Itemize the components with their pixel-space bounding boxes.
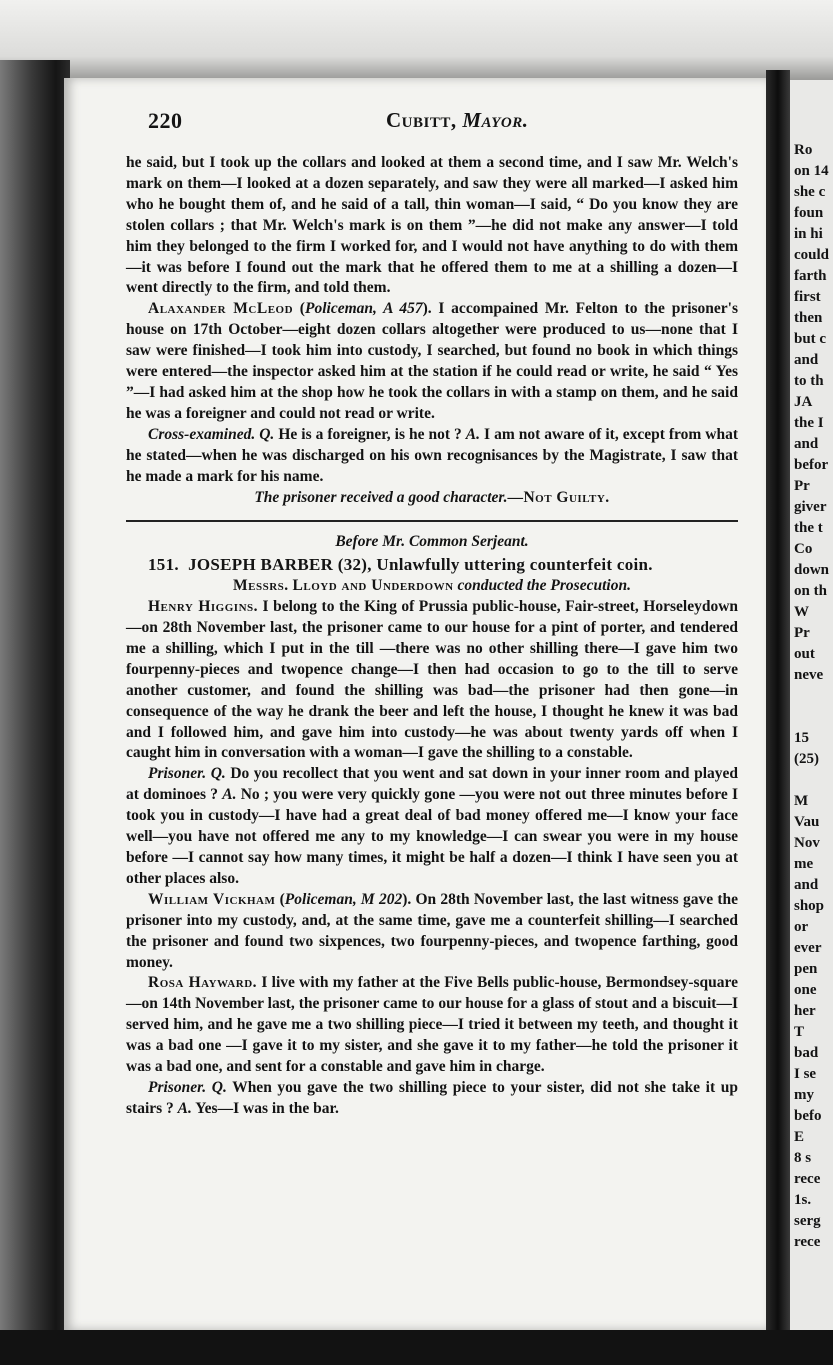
facing-page-fragment: Ro bbox=[794, 142, 813, 158]
prosecution-messrs: Messrs. bbox=[233, 577, 289, 595]
exam-label: Cross-examined. bbox=[148, 425, 256, 443]
facing-page-fragment: befo bbox=[794, 1108, 822, 1124]
case-number: 151. bbox=[148, 555, 179, 575]
facing-page-fragment: neve bbox=[794, 667, 824, 683]
testimony-text: I accompained Mr. Felton to the prisoner's house on 17th October—eight dozen collars altogether were produced to us—none that I saw were finished—I took him into custody, I searched, but found no book in which things were entered—the inspector asked him at the station if he could read or write, he said “ Yes ”—I had asked him at the shop how he took the collars in with a stamp on them, and he said he was a foreigner and could not read or write. bbox=[126, 300, 739, 422]
testimony-text: I live with my father at the Five Bells public-house, Bermondsey-square—on 14th November last, the prisoner came to our house for a glass of stout and a biscuit—I served him, and he gave me a two shilling piece—I tried it between my teeth, and thought it was a bad one —I gave it to my sister, and she gave it to my father—he told the prisoner it was a bad one, and sent for a constable and gave him in charge. bbox=[126, 974, 739, 1076]
facing-page-fragment: me bbox=[794, 856, 814, 872]
facing-page-fragment: rece bbox=[794, 1234, 821, 1250]
facing-page-fragment: one bbox=[794, 982, 817, 998]
witness-name: Rosa Hayward. bbox=[148, 974, 258, 992]
facing-page-fragment: W bbox=[794, 604, 809, 620]
facing-page-fragment: befor bbox=[794, 457, 829, 473]
facing-page-fragment bbox=[794, 686, 833, 707]
exam-label: Prisoner. bbox=[148, 765, 207, 783]
facing-page-fragment: ever bbox=[794, 940, 822, 956]
facing-page-fragment: on th bbox=[794, 583, 827, 599]
testimony-vickham: William Vickham (Policeman, M 202). On 28th November last, the last witness gave the prisoner into my custody, and, at the same time, gave me a counterfeit shilling—I searched the prisoner and found two sixpences, two fourpenny-pieces, and twopence farthing, good money. bbox=[126, 890, 738, 971]
facing-page-fragment: 15 bbox=[794, 730, 809, 746]
q-marker: Q. bbox=[211, 1078, 227, 1096]
facing-page-fragment: Pr bbox=[794, 625, 810, 641]
facing-page-fragment bbox=[794, 770, 833, 791]
facing-page-fragment: foun bbox=[794, 205, 824, 221]
answer-text: Yes—I was in the bar. bbox=[195, 1099, 339, 1117]
facing-page-fragment: on 14 bbox=[794, 163, 829, 179]
answer-text: I am not aware of it, except from what he stated—when he was discharged on his own recognisances by the Magistrate, I saw that he made a mark for his name. bbox=[126, 425, 739, 485]
facing-page-fragment: the t bbox=[794, 520, 823, 536]
q-marker: Q. bbox=[259, 425, 275, 443]
facing-page-fragment: she c bbox=[794, 184, 826, 200]
running-title-name: Cubitt, bbox=[386, 108, 457, 132]
scan-top-margin bbox=[0, 0, 833, 80]
scan-bottom-margin bbox=[0, 1330, 833, 1365]
a-marker: A. bbox=[177, 1099, 192, 1117]
verdict-line bbox=[126, 488, 738, 509]
facing-page-fragment: 8 s bbox=[794, 1150, 812, 1166]
testimony-mcleod: Alaxander McLeod (Policeman, A 457). I accompained Mr. Felton to the prisoner's house on 17th October—eight dozen collars altogether were produced to us—none that I saw were finished—I took him into custody, I searched, but found no book in which things were entered—the inspector asked him at the station if he could read or write, he said “ Yes ”—I had asked him at the shop how he took the collars in with a stamp on them, and he said he was a foreigner and could not read or write. bbox=[126, 300, 739, 422]
facing-page-fragment: bad bbox=[794, 1045, 819, 1061]
question-text: He is a foreigner, is he not ? bbox=[278, 425, 462, 443]
answer-text: No ; you were very quickly gone —you were not out three minutes before I took you in custody—I have had a great deal of bad money offered me—I know your face well—you have not offered me any to my knowledge—I can swear you were in my house before —I cannot say how many times, it might be half a dozen—I think I have seen you at other places also. bbox=[126, 786, 739, 887]
facing-page-fragment: (25) bbox=[794, 751, 819, 767]
facing-page-fragment: in hi bbox=[794, 226, 823, 242]
facing-page-fragment: Nov bbox=[794, 835, 820, 851]
book-gutter bbox=[766, 70, 790, 1340]
prosecution-counsel: Lloyd and Underdown bbox=[292, 577, 454, 595]
facing-page-fragment: 1s. bbox=[794, 1192, 812, 1208]
facing-page-fragment: Vau bbox=[794, 814, 820, 830]
testimony-text: I belong to the King of Prussia public-house, Fair-street, Horseleydown—on 28th November last, the prisoner came to our house for a pint of porter, and tendered me a shilling, which I put in the till —there was no other shilling there—I gave him two fourpenny-pieces and twopence change—I then had occasion to go to the till to serve another customer, and found the shilling was bad—the prisoner had then gone—in consequence of the way he drank the beer and left the house, I thought he knew it was bad and I followed him, and gave him into custody—he was about twenty yards off when I caught him in conversation with a woman—I gave the shilling to a constable. bbox=[126, 598, 739, 762]
facing-page-fragment: or bbox=[794, 919, 809, 935]
facing-page-fragment: out bbox=[794, 646, 815, 662]
facing-page-fragment: pen bbox=[794, 961, 818, 977]
a-marker: A. bbox=[465, 425, 481, 443]
q-marker: Q. bbox=[210, 765, 226, 783]
testimony-text: On 28th November last, the last witness gave the prisoner into my custody, and, at the same time, gave me a counterfeit shilling—I searched the prisoner and found two sixpences, two fourpenny-pieces, and twopence farthing, good money. bbox=[126, 890, 738, 971]
facing-page-fragment: her bbox=[794, 1003, 816, 1019]
court-heading bbox=[126, 532, 738, 553]
facing-page-fragment: JA bbox=[794, 394, 813, 410]
facing-page-fragment: rece bbox=[794, 1171, 821, 1187]
case-heading bbox=[126, 555, 738, 576]
facing-page-fragment: M bbox=[794, 793, 809, 809]
court-name: Before Mr. Common Serjeant. bbox=[335, 533, 529, 551]
facing-page-fragment: could bbox=[794, 247, 830, 263]
testimony-continuation: he said, but I took up the collars and looked at them a second time, and I saw Mr. Welch's mark on them—I looked at a dozen separately, and saw they were all marked—I asked him who he bought them of, and he said of a tall, thin woman—I said, “ Do you know they are stolen collars ; that Mr. Welch's mark is on them ”—he did not make any answer—I told him they belonged to the firm I worked for, and I would not have anything to do with them—it was before I found out the mark that he offered them to me at a shilling a dozen—I went directly to the firm, and told them. bbox=[126, 154, 738, 297]
facing-page-fragment: and bbox=[794, 352, 819, 368]
charge-text: Unlawfully uttering counterfeit coin. bbox=[376, 555, 653, 575]
question-text: Do you recollect that you went and sat down in your inner room and played at dominoes ? bbox=[126, 765, 738, 804]
facing-page-fragment: Pr bbox=[794, 478, 810, 494]
prisoner-question bbox=[126, 764, 738, 889]
testimony-higgins bbox=[126, 597, 738, 764]
facing-page-fragment bbox=[794, 707, 833, 728]
facing-page-fragment: to th bbox=[794, 373, 824, 389]
running-title-office: Mayor. bbox=[462, 108, 529, 132]
prisoner-question bbox=[126, 1078, 738, 1120]
facing-page-fragment: and bbox=[794, 877, 819, 893]
page-header bbox=[148, 108, 748, 138]
facing-page-fragments bbox=[794, 140, 833, 1330]
verdict-result: —Not Guilty. bbox=[507, 488, 610, 506]
facing-page-fragment: shop bbox=[794, 898, 825, 914]
facing-page-fragment: serg bbox=[794, 1213, 821, 1229]
running-title bbox=[386, 108, 528, 133]
book-left-edge bbox=[0, 60, 70, 1365]
testimony-hayward bbox=[126, 973, 738, 1078]
witness-name: William Vickham bbox=[148, 890, 276, 908]
witness-name: Henry Higgins. bbox=[148, 598, 259, 616]
facing-page-fragment: farth bbox=[794, 268, 827, 284]
facing-page-fragment: down bbox=[794, 562, 830, 578]
cross-examination bbox=[126, 425, 738, 488]
exam-label: Prisoner. bbox=[148, 1078, 207, 1096]
facing-page-fragment: but c bbox=[794, 331, 827, 347]
question-text: When you gave the two shilling piece to your sister, did not she take it up stairs ? bbox=[126, 1078, 738, 1117]
a-marker: A. bbox=[222, 786, 237, 804]
defendant-age: (32), bbox=[337, 555, 372, 575]
prosecution-line bbox=[126, 576, 738, 597]
page-number: 220 bbox=[148, 108, 183, 133]
facing-page-fragment: giver bbox=[794, 499, 827, 515]
witness-name: Alaxander McLeod bbox=[148, 300, 294, 318]
verdict-text: The prisoner received a good character. bbox=[254, 488, 508, 506]
prosecution-text: conducted the Prosecution. bbox=[457, 577, 631, 595]
witness-role: Policeman, M 202 bbox=[284, 890, 403, 908]
facing-page-fragment: the I bbox=[794, 415, 824, 431]
facing-page-fragment: first bbox=[794, 289, 821, 305]
facing-page-fragment: and bbox=[794, 436, 819, 452]
facing-page-fragment: T bbox=[794, 1024, 805, 1040]
witness-role: Policeman, A 457 bbox=[304, 300, 423, 318]
page-body bbox=[126, 153, 738, 1120]
facing-page-fragment: my bbox=[794, 1087, 814, 1103]
facing-page-fragment: then bbox=[794, 310, 823, 326]
defendant-name: JOSEPH BARBER bbox=[188, 555, 334, 575]
section-divider bbox=[126, 520, 738, 522]
facing-page-fragment: E bbox=[794, 1129, 805, 1145]
facing-page-fragment: Co bbox=[794, 541, 813, 557]
facing-page-fragment: I se bbox=[794, 1066, 817, 1082]
